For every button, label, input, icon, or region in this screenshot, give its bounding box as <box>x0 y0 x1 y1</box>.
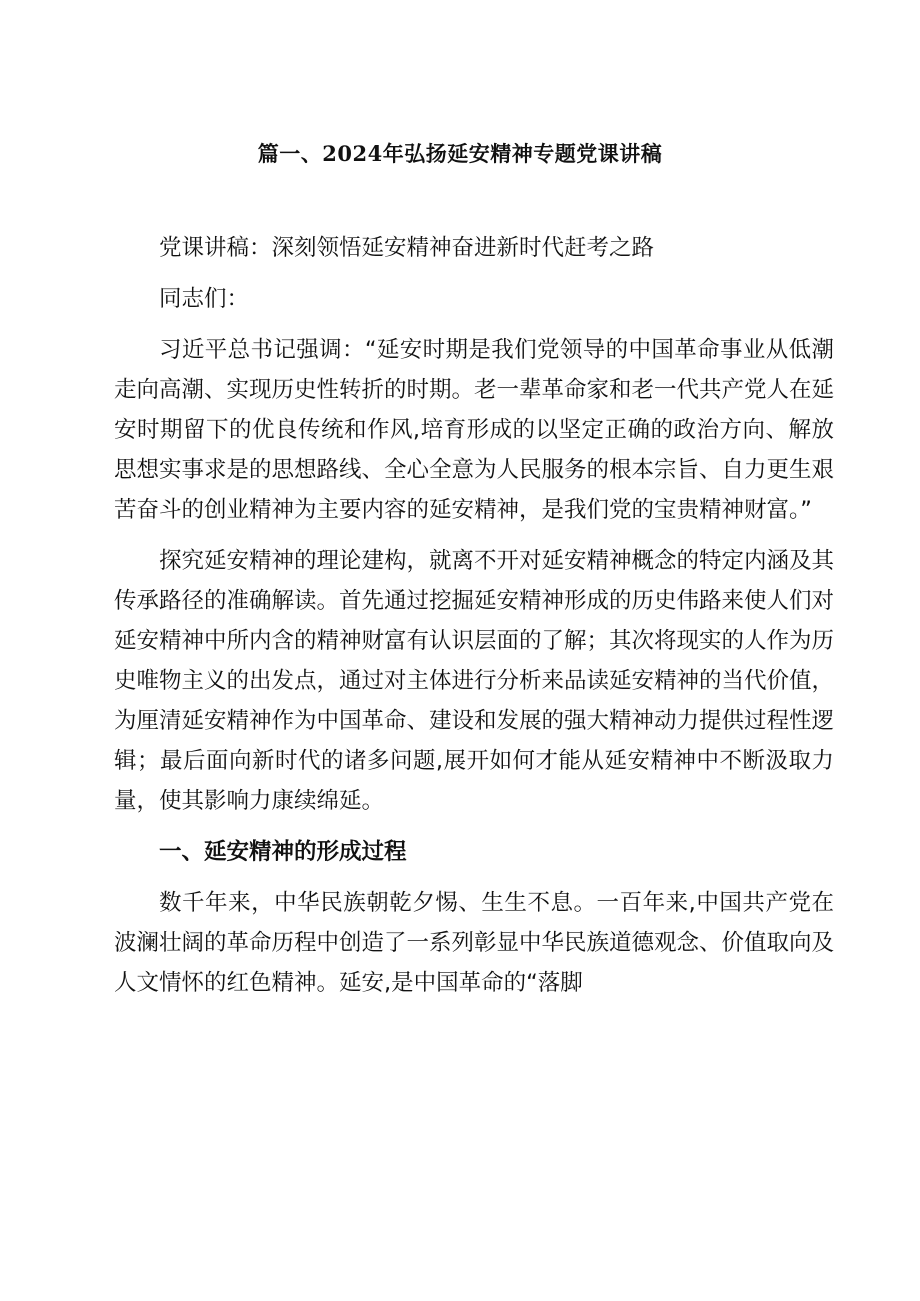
document-title: 篇一、2024年弘扬延安精神专题党课讲稿 <box>257 141 663 166</box>
section-paragraph: 数千年来，中华民族朝乾夕惕、生生不息。一百年来,中国共产党在波澜壮阔的革命历程中创造了一系列彰显中华民族道德观念、价值取向及人文情怀的红色精神。延安,是中国革命的“落脚 <box>114 890 835 996</box>
document-subtitle: 党课讲稿：深刻领悟延安精神奋进新时代赶考之路 <box>159 235 655 261</box>
document-body <box>114 228 834 1003</box>
section-heading: 一、延安精神的形成过程 <box>159 839 407 865</box>
paragraph-theory: 探究延安精神的理论建构，就离不开对延安精神概念的特定内涵及其传承路径的准确解读。首先通过挖掘延安精神形成的历史伟路来使人们对延安精神中所内含的精神财富有认识层面的了解；其次将现实的人作为历史唯物主义的出发点，通过对主体进行分析来品读延安精神的当代价值，为厘清延安精神作为中国革命、建设和发展的强大精神动力提供过程性逻辑；最后面向新时代的诸多问题,展开如何才能从延安精神中不断汲取力量，使其影响力康续绵延。 <box>114 548 835 814</box>
salutation: 同志们： <box>159 286 250 312</box>
paragraph-quote: 习近平总书记强调：“延安时期是我们党领导的中国革命事业从低潮走向高潮、实现历史性转折的时期。老一辈革命家和老一代共产党人在延安时期留下的优良传统和作风,培育形成的以坚定正确的政治方向、解放思想实事求是的思想路线、全心全意为人民服务的根本宗旨、自力更生艰苦奋斗的创业精神为主要内容的延安精神，是我们党的宝贵精神财富。” <box>114 337 835 523</box>
